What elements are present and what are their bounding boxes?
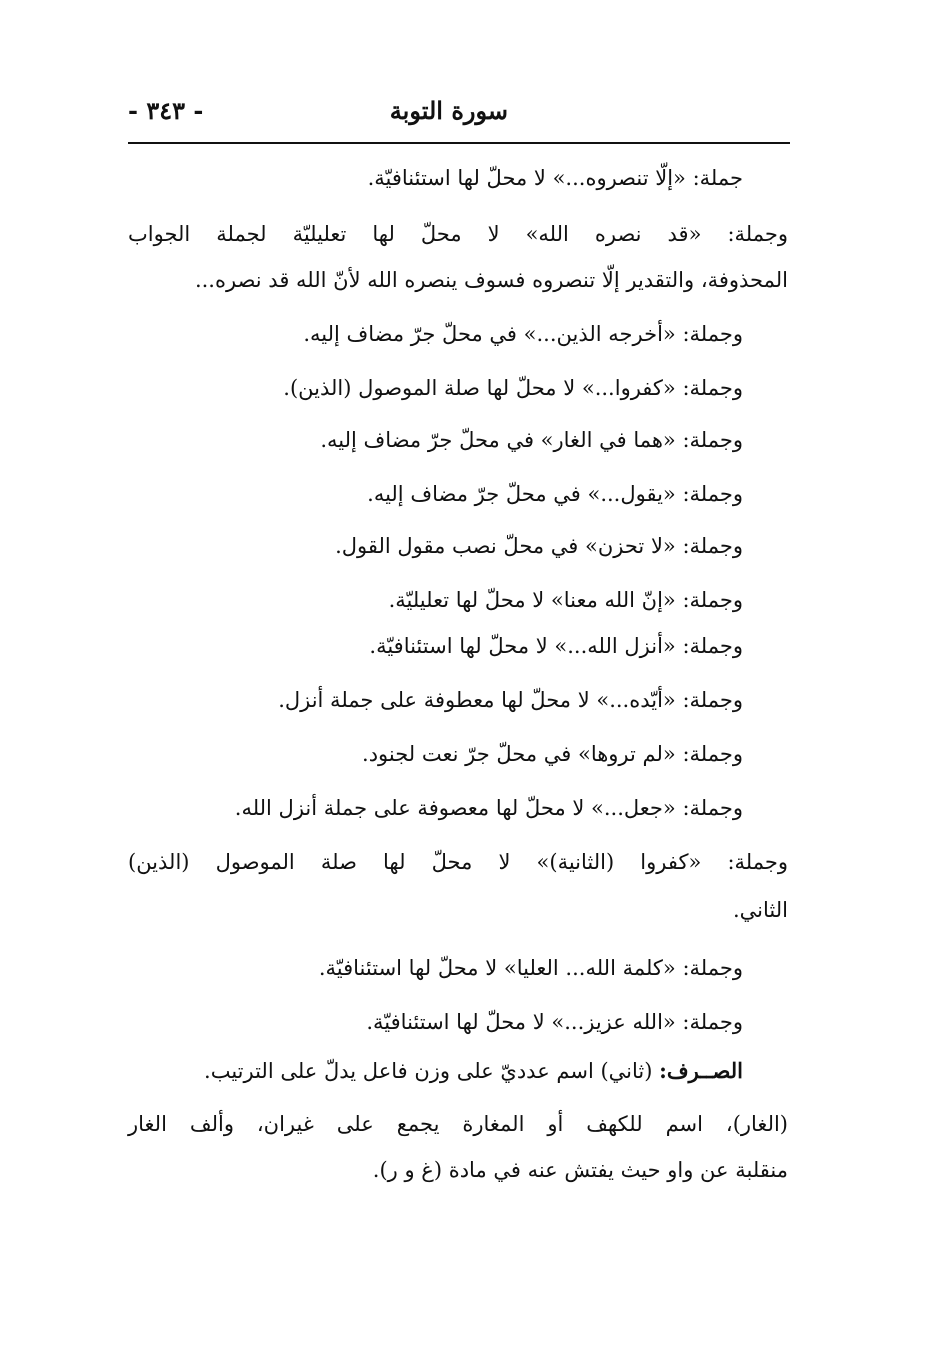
text-line-16: وجملة: «كلمة الله... العليا» لا محلّ لها استئنافيّة. [318, 956, 743, 980]
sarf-line [204, 1058, 743, 1083]
text-line-10: وجملة: «أنزل الله...» لا محلّ لها استئنافيّة. [369, 634, 743, 658]
text-line-15: الثاني. [733, 898, 788, 922]
text-line-11: وجملة: «أيّده...» لا محلّ لها معطوفة على جملة أنزل. [278, 688, 743, 712]
page-header [128, 92, 788, 140]
text-line-12: وجملة: «لم تروها» في محلّ جرّ نعت لجنود. [362, 742, 743, 766]
text-line-4: وجملة: «أخرجه الذين...» في محلّ جرّ مضاف إليه. [303, 322, 743, 346]
text-line-20: منقلبة عن واو حيث يفتش عنه في مادة (غ و ر). [372, 1158, 788, 1182]
text-line-1: جملة: «إلّا تنصروه...» لا محلّ لها استئنافيّة. [367, 166, 743, 190]
text-line-9: وجملة: «إنّ الله معنا» لا محلّ لها تعليليّة. [388, 588, 743, 612]
text-line-3: المحذوفة، والتقدير إلّا تنصروه فسوف ينصره الله لأنّ الله قد نصره... [194, 268, 788, 292]
text-line-17: وجملة: «الله عزيز...» لا محلّ لها استئنافيّة. [366, 1010, 743, 1034]
header-divider [128, 142, 790, 144]
page-title: سورة التوبة [389, 96, 508, 125]
text-line-5: وجملة: «كفروا...» لا محلّ لها صلة الموصول (الذين). [283, 376, 743, 400]
text-line-19: (الغار)، اسم للكهف أو المغارة يجمع على غيران، وألف الغار [128, 1112, 788, 1136]
text-line-2: وجملة: «قد نصره الله» لا محلّ لها تعليليّة لجملة الجواب [128, 222, 788, 246]
text-line-8: وجملة: «لا تحزن» في محلّ نصب مقول القول. [335, 534, 743, 558]
text-line-6: وجملة: «هما في الغار» في محلّ جرّ مضاف إليه. [320, 428, 743, 452]
sarf-text: (ثاني) اسم عدديّ على وزن فاعل يدلّ على الترتيب. [204, 1059, 660, 1083]
text-line-13: وجملة: «جعل...» لا محلّ لها معصوفة على جملة أنزل الله. [234, 796, 743, 820]
text-line-14: وجملة: «كفروا (الثانية)» لا محلّ لها صلة الموصول (الذين) [128, 850, 788, 874]
page-number: - ٣٤٣ - [128, 96, 204, 125]
text-line-7: وجملة: «يقول...» في محلّ جرّ مضاف إليه. [367, 482, 743, 506]
sarf-label: الصــرف: [659, 1058, 743, 1083]
